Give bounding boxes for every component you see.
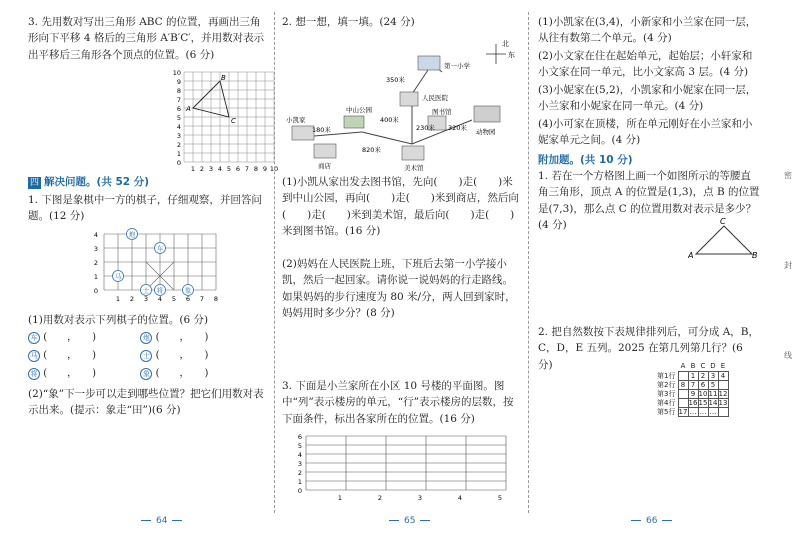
table-cell: 9 (688, 389, 698, 398)
side-mark-3: 线 (784, 351, 792, 360)
q2-text: 2. 想一想，填一填。(24 分) (282, 16, 415, 28)
x-tick-label: 9 (262, 165, 268, 173)
side-mark-1: 密 (784, 171, 792, 180)
y-tick-label: 5 (297, 442, 302, 450)
table-cell: 13 (718, 398, 728, 407)
floor-plan-figure (292, 428, 512, 506)
piece-shi: 士 (140, 350, 152, 362)
x-tick-label: 2 (377, 494, 383, 502)
row-label: 第3行 (657, 389, 676, 398)
label-home: 小凯家 (286, 116, 306, 124)
town-map (282, 34, 522, 172)
pair-blank[interactable]: ( ， ) (43, 332, 96, 343)
section-title: 解决问题。(共 52 分) (44, 176, 150, 188)
x-tick-label: 6 (235, 165, 241, 173)
chess-piece-label: 车 (156, 244, 164, 253)
y-tick-label: 3 (297, 460, 302, 468)
table-cell: 7 (688, 380, 698, 389)
table-cell: … (689, 407, 697, 416)
x-tick-label: 2 (199, 165, 205, 173)
table-cell (718, 380, 728, 389)
museum-building (402, 146, 424, 160)
table-cell: … (699, 407, 707, 416)
row-label: 第1行 (657, 371, 676, 380)
x-tick-label: 7 (244, 165, 250, 173)
label-park: 中山公园 (346, 106, 372, 114)
left-column (28, 14, 279, 514)
table-row (656, 407, 728, 416)
x-tick-label: 1 (190, 165, 196, 173)
vertex-c: C (231, 117, 236, 125)
middle-column (282, 14, 522, 514)
table-cell: 4 (718, 371, 728, 380)
y-tick-label: 3 (176, 132, 181, 140)
home-building (292, 126, 314, 140)
vertex-b: B (752, 251, 758, 260)
pair-blank[interactable]: ( ， ) (43, 368, 96, 379)
section-number: 四 (30, 178, 40, 188)
y-tick-label: 1 (93, 273, 98, 281)
hospital-building (400, 92, 418, 106)
page-number-right: 66 (626, 515, 677, 529)
pair-row-2 (28, 348, 208, 364)
q3-text: 3. 先用数对写出三角形 ABC 的位置，再画出三角形向下平移 4 格后的三角形 A′B′C′，并用数对表示出平移后三角形各个顶点的位置。(6 分) (28, 16, 265, 61)
pair-row-1 (28, 330, 208, 346)
y-tick-label: 3 (93, 245, 98, 253)
vertex-c: C (720, 217, 726, 226)
chess-board (90, 224, 220, 310)
column-header: A (680, 362, 686, 371)
column-header: B (690, 362, 696, 371)
coordinate-grid (168, 70, 288, 174)
y-tick-label: 1 (297, 478, 302, 486)
y-tick-label: 4 (297, 451, 302, 459)
y-tick-label: 6 (176, 105, 181, 113)
x-tick-label: 1 (115, 295, 121, 303)
y-tick-label: 0 (297, 487, 302, 495)
y-tick-label: 4 (93, 231, 98, 239)
x-tick-label: 4 (157, 295, 163, 303)
table-cell (678, 398, 688, 407)
dist-230: 230米 (416, 124, 435, 132)
x-tick-label: 4 (457, 494, 463, 502)
chess-piece-label: 象 (184, 286, 192, 295)
y-tick-label: 0 (176, 159, 181, 167)
piece-ma: 马 (28, 350, 40, 362)
table-cell: 10 (698, 389, 708, 398)
y-tick-label: 0 (93, 287, 98, 295)
piece-che: 车 (28, 332, 40, 344)
column-header: D (710, 362, 716, 371)
dist-350: 350米 (386, 76, 405, 84)
pair-blank[interactable]: ( ， ) (43, 350, 96, 361)
x-tick-label: 7 (199, 295, 205, 303)
y-tick-label: 9 (176, 78, 181, 86)
piece-pao: 炮 (140, 332, 152, 344)
sub1-text: (1)用数对表示下列棋子的位置。(6 分) (28, 314, 209, 326)
table-row (656, 380, 728, 389)
q1-text: 1. 下图是象棋中一方的棋子，仔细观察，并回答问题。(12 分) (28, 194, 262, 223)
vertex-a: A (186, 105, 191, 113)
x-tick-label: 5 (171, 295, 177, 303)
map-figure (282, 34, 522, 172)
y-tick-label: 4 (176, 123, 181, 131)
y-tick-label: 10 (172, 70, 181, 77)
extra-title: 附加题。(共 10 分) (538, 154, 633, 166)
cond-3: (3)小妮家在(5,2)，小凯家和小妮家在同一层，小兰家和小妮家在同一单元。(4 分) (538, 84, 757, 113)
y-tick-label: 2 (297, 469, 302, 477)
label-hospital: 人民医院 (422, 94, 448, 102)
extra-q2: 2. 把自然数按下表规律排列后，可分成 A，B，C，D，E 五列。2025 在第几列第几行？(6 分) (538, 326, 759, 371)
x-tick-label: 5 (497, 494, 503, 502)
table-cell (718, 407, 728, 416)
cond-4: (4)小可家在顶楼，所在单元刚好在小兰家和小妮家单元之间。(4 分) (538, 118, 753, 147)
chess-piece-label: 马 (114, 272, 122, 281)
page-number-middle: 65 (384, 515, 435, 529)
table-cell: 15 (698, 398, 708, 407)
cond-2: (2)小文家在住在起始单元，起始层；小轩家和小文家在同一单元，比小文家高 3 层。(4 分) (538, 50, 753, 79)
table-cell (678, 389, 688, 398)
chess-piece-label: 士 (142, 286, 150, 295)
label-zoo: 动物园 (476, 128, 496, 136)
table-corner (656, 362, 678, 371)
side-mark-2: 封 (784, 261, 792, 270)
table-row (656, 371, 728, 380)
number-pattern-table (656, 362, 729, 417)
column-header: C (700, 362, 706, 371)
q2-1-text: (1)小凯从家出发去图书馆，先向( )走( )米到中山公园，再向( )走( )米到商店，然后向( )走( )米到美术馆，最后向( )走( )米到图书馆。(16 分) (282, 176, 519, 237)
x-tick-label: 8 (213, 295, 219, 303)
column-header: E (720, 362, 726, 371)
chess-piece-label: 将 (156, 286, 164, 295)
dist-320: 320米 (448, 124, 467, 132)
table-cell: 8 (678, 380, 688, 389)
y-tick-label: 5 (176, 114, 181, 122)
school-building (418, 56, 440, 70)
park-building (344, 116, 364, 128)
right-column (538, 14, 760, 514)
y-tick-label: 2 (176, 141, 181, 149)
isosceles-triangle (688, 216, 760, 260)
dist-400: 400米 (380, 116, 399, 124)
x-tick-label: 4 (217, 165, 223, 173)
dist-180: 180米 (312, 126, 331, 134)
x-tick-label: 8 (253, 165, 259, 173)
column-divider (274, 12, 275, 513)
label-museum: 美术馆 (404, 164, 424, 172)
column-divider (528, 12, 529, 513)
row-label: 第4行 (657, 398, 676, 407)
vertex-a: A (688, 251, 694, 260)
x-tick-label: 1 (337, 494, 343, 502)
x-tick-label: 10 (269, 165, 279, 173)
pair-blank[interactable]: ( ， ) (155, 350, 209, 361)
x-tick-label: 3 (417, 494, 423, 502)
table-cell: 6 (698, 380, 708, 389)
q3-text: 3. 下面是小兰家所在小区 10 号楼的平面图。图中“列”表示楼房的单元，“行”表示楼房的层数，按下面条件，标出各家所在的位置。(16 分) (282, 380, 514, 425)
row-label: 第2行 (657, 380, 676, 389)
x-tick-label: 6 (185, 295, 191, 303)
table-cell: 5 (708, 380, 718, 389)
x-tick-label: 3 (143, 295, 149, 303)
y-tick-label: 8 (176, 87, 181, 95)
coordinate-grid-figure (168, 70, 288, 174)
pair-blank[interactable]: ( ， ) (155, 368, 209, 379)
triangle-figure (688, 216, 760, 260)
piece-jiang: 将 (28, 368, 40, 380)
vertex-b: B (221, 74, 226, 82)
table-cell: 16 (688, 398, 698, 407)
dist-820: 820米 (362, 146, 381, 154)
section-header (28, 174, 268, 190)
cond-1: (1)小凯家在(3,4)，小新家和小兰家在同一层，从往有数第二个单元。(4 分) (538, 16, 757, 45)
table-cell: 1 (688, 371, 698, 380)
y-tick-label: 6 (297, 433, 302, 441)
shop-building (314, 144, 336, 158)
label-shop: 商店 (318, 162, 331, 170)
row-label: 第5行 (657, 407, 676, 416)
sub2-text: (2)“象”下一步可以走到哪些位置？把它们用数对表示出来。(提示：象走“田”)(6 分) (28, 388, 264, 417)
table-cell: 17 (678, 407, 688, 416)
zoo-building (474, 106, 500, 122)
table-cell: 11 (708, 389, 718, 398)
x-tick-label: 2 (129, 295, 135, 303)
table-cell (678, 371, 688, 380)
table-row (656, 398, 728, 407)
chess-board-figure (90, 224, 220, 310)
table-cell: 12 (718, 389, 728, 398)
floor-plan-grid (292, 428, 512, 506)
x-tick-label: 3 (208, 165, 214, 173)
chess-piece-label: 炮 (128, 230, 136, 239)
extra-q1: 1. 若在一个方格图上画一个如图所示的等腰直角三角形，顶点 A 的位置是(1,3)，点 B 的位置是(7,3)，那么点 C 的位置用数对表示是多少？(4 分) (538, 170, 760, 231)
piece-xiang: 象 (140, 368, 152, 380)
compass-north: 北 (502, 40, 509, 48)
page-number-left: 64 (136, 515, 187, 529)
table-cell: … (709, 407, 717, 416)
y-tick-label: 2 (93, 259, 98, 267)
table-cell: 3 (708, 371, 718, 380)
q2-2-text: (2)妈妈在人民医院上班，下班后去第一小学接小凯，然后一起回家。请你说一说妈妈的行走路线。如果妈妈的步行速度为 80 米/分，两人回到家时，妈妈用时多少分？(8 分) (282, 258, 516, 319)
pair-row-3 (28, 366, 208, 382)
table-row (656, 389, 728, 398)
table-cell: 14 (708, 398, 718, 407)
y-tick-label: 7 (176, 96, 181, 104)
table-cell: 2 (698, 371, 708, 380)
pair-blank[interactable]: ( ， ) (155, 332, 209, 343)
label-school: 第一小学 (444, 62, 470, 70)
y-tick-label: 1 (176, 150, 181, 158)
x-tick-label: 5 (226, 165, 232, 173)
label-library: 图书馆 (432, 108, 452, 116)
compass-east: 东 (508, 51, 515, 59)
